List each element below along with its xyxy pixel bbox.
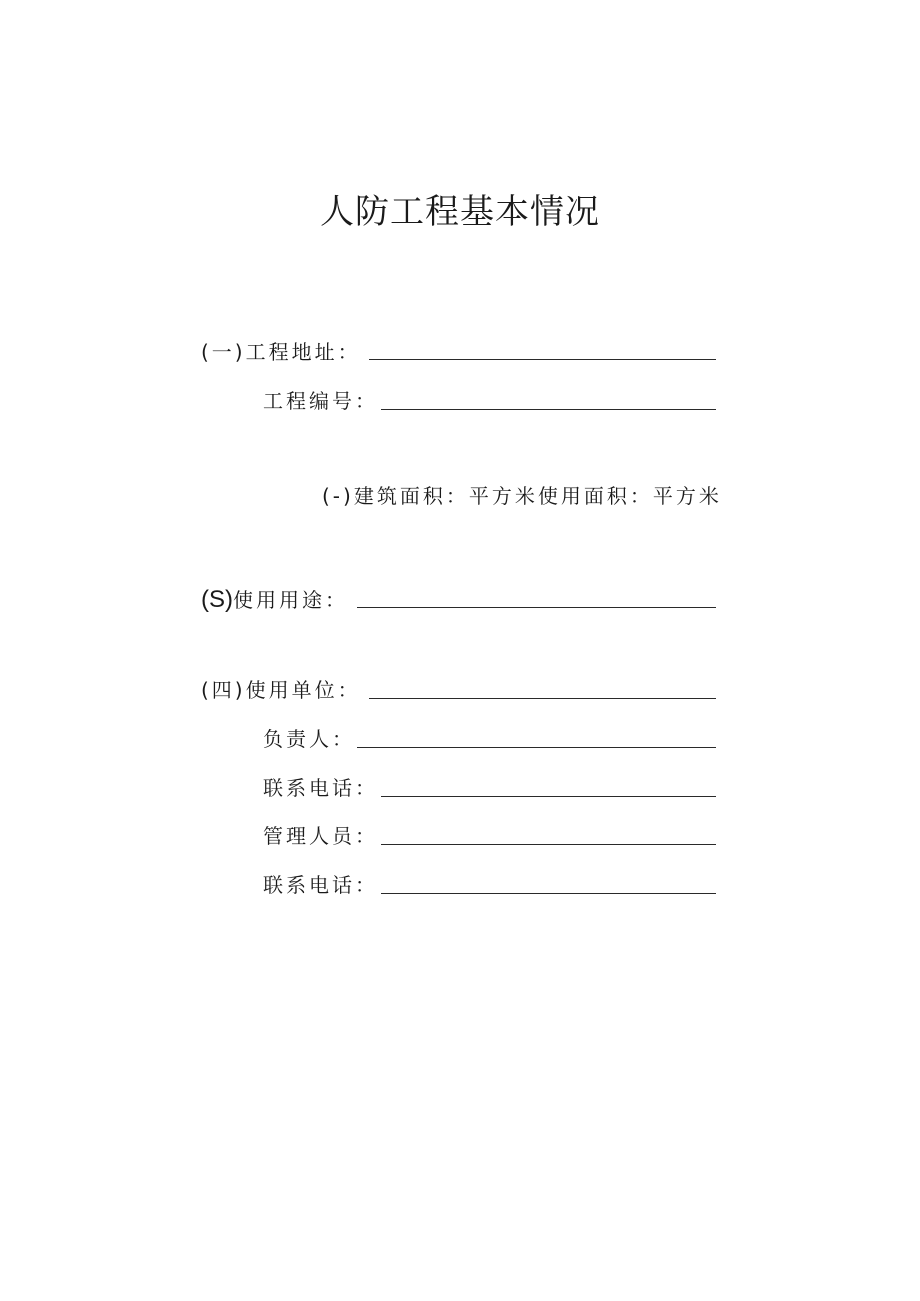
- unit-field[interactable]: [369, 698, 716, 699]
- number-row: [263, 385, 378, 415]
- page-title: 人防工程基本情况: [320, 192, 600, 232]
- manager-row: [263, 820, 378, 850]
- phone1-label: 联系电话：: [263, 776, 378, 800]
- unit-row: [201, 674, 361, 704]
- section-prefix: (S): [201, 586, 233, 613]
- address-field[interactable]: [369, 359, 716, 360]
- person-field[interactable]: [357, 747, 716, 748]
- phone2-label: 联系电话：: [263, 873, 378, 897]
- usage-row: [201, 584, 348, 614]
- phone2-row: [263, 869, 378, 899]
- unit-label: (四)使用单位：: [201, 678, 361, 702]
- phone2-field[interactable]: [381, 893, 716, 894]
- phone1-row: [263, 772, 378, 802]
- number-field[interactable]: [381, 409, 716, 410]
- person-label: 负责人：: [263, 727, 355, 751]
- manager-field[interactable]: [381, 844, 716, 845]
- usage-field[interactable]: [357, 607, 716, 608]
- person-row: [263, 723, 355, 753]
- address-row: [201, 336, 361, 366]
- number-label: 工程编号：: [263, 389, 378, 413]
- area-text: (-)建筑面积：平方米使用面积：平方米: [322, 484, 722, 508]
- address-label: (一)工程地址：: [201, 340, 361, 364]
- phone1-field[interactable]: [381, 796, 716, 797]
- manager-label: 管理人员：: [263, 824, 378, 848]
- usage-label: 使用用途：: [233, 588, 348, 612]
- area-row: [322, 480, 722, 510]
